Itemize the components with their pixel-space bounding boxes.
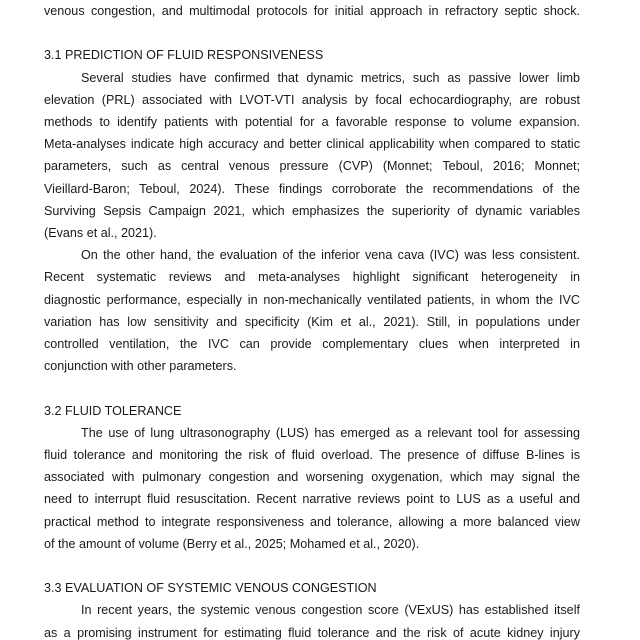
text-line: Meta-analyses indicate high accuracy and better clinical applicability when compared to static bbox=[44, 137, 580, 152]
text-line: practical method to integrate responsiveness and tolerance, allowing a more balanced view bbox=[44, 514, 580, 529]
text-line: Vieillard-Baron; Teboul, 2024). These findings corroborate the recommendations of the bbox=[44, 181, 580, 196]
text-line: methods to identify patients with potential for a favorable response to volume expansion. bbox=[44, 115, 580, 129]
paragraph bbox=[44, 244, 580, 377]
text-line: parameters, such as central venous pressure (CVP) (Monnet; Teboul, 2016; Monnet; bbox=[44, 159, 580, 174]
paragraph bbox=[44, 422, 580, 555]
paragraph-continuation-line: venous congestion, and multimodal protocols for initial approach in refractory septic shock. bbox=[44, 4, 580, 18]
blank-line bbox=[44, 22, 580, 44]
text-line: The use of lung ultrasonography (LUS) has emerged as a relevant tool for assessing bbox=[81, 425, 580, 440]
text-line: variation has low sensitivity and specificity (Kim et al., 2021). Still, in populations under bbox=[44, 314, 580, 329]
text-line: Recent systematic reviews and meta-analyses highlight significant heterogeneity in bbox=[44, 270, 580, 285]
text-line: (Evans et al., 2021). bbox=[44, 226, 157, 241]
text-line: In recent years, the systemic venous congestion score (VExUS) has established itself bbox=[81, 603, 580, 618]
text-line: elevation (PRL) associated with LVOT-VTI analysis by focal echocardiography, are robust bbox=[44, 92, 580, 107]
text-line: conjunction with other parameters. bbox=[44, 359, 237, 374]
text-line: as a promising instrument for estimating fluid tolerance and the risk of acute kidney injury bbox=[44, 625, 580, 640]
section-heading-3-1: 3.1 PREDICTION OF FLUID RESPONSIVENESS bbox=[44, 48, 324, 63]
text-line: need to interrupt fluid resuscitation. Recent narrative reviews point to LUS as a useful and bbox=[44, 492, 580, 507]
text-line: controlled ventilation, the IVC can provide complementary clues when interpreted in bbox=[44, 337, 580, 352]
text-line: Several studies have confirmed that dynamic metrics, such as passive lower limb bbox=[81, 70, 580, 85]
text-line: fluid tolerance and monitoring the risk of fluid overload. The presence of diffuse B-lines is bbox=[44, 448, 580, 463]
blank-line bbox=[44, 377, 580, 399]
blank-line bbox=[44, 555, 580, 577]
text-line: On the other hand, the evaluation of the inferior vena cava (IVC) was less consistent. bbox=[81, 248, 580, 263]
section-heading-3-3: 3.3 EVALUATION OF SYSTEMIC VENOUS CONGESTION bbox=[44, 581, 377, 596]
paragraph bbox=[44, 599, 580, 640]
section-heading-3-2: 3.2 FLUID TOLERANCE bbox=[44, 403, 182, 418]
text-line: of the amount of volume (Berry et al., 2025; Mohamed et al., 2020). bbox=[44, 536, 420, 551]
paragraph bbox=[44, 67, 580, 245]
text-line: associated with pulmonary congestion and worsening oxygenation, which may signal the bbox=[44, 470, 580, 485]
text-line: Surviving Sepsis Campaign 2021, which emphasizes the superiority of dynamic variables bbox=[44, 203, 580, 218]
text-line: diagnostic performance, especially in non-mechanically ventilated patients, in whom the IVC bbox=[44, 292, 580, 307]
